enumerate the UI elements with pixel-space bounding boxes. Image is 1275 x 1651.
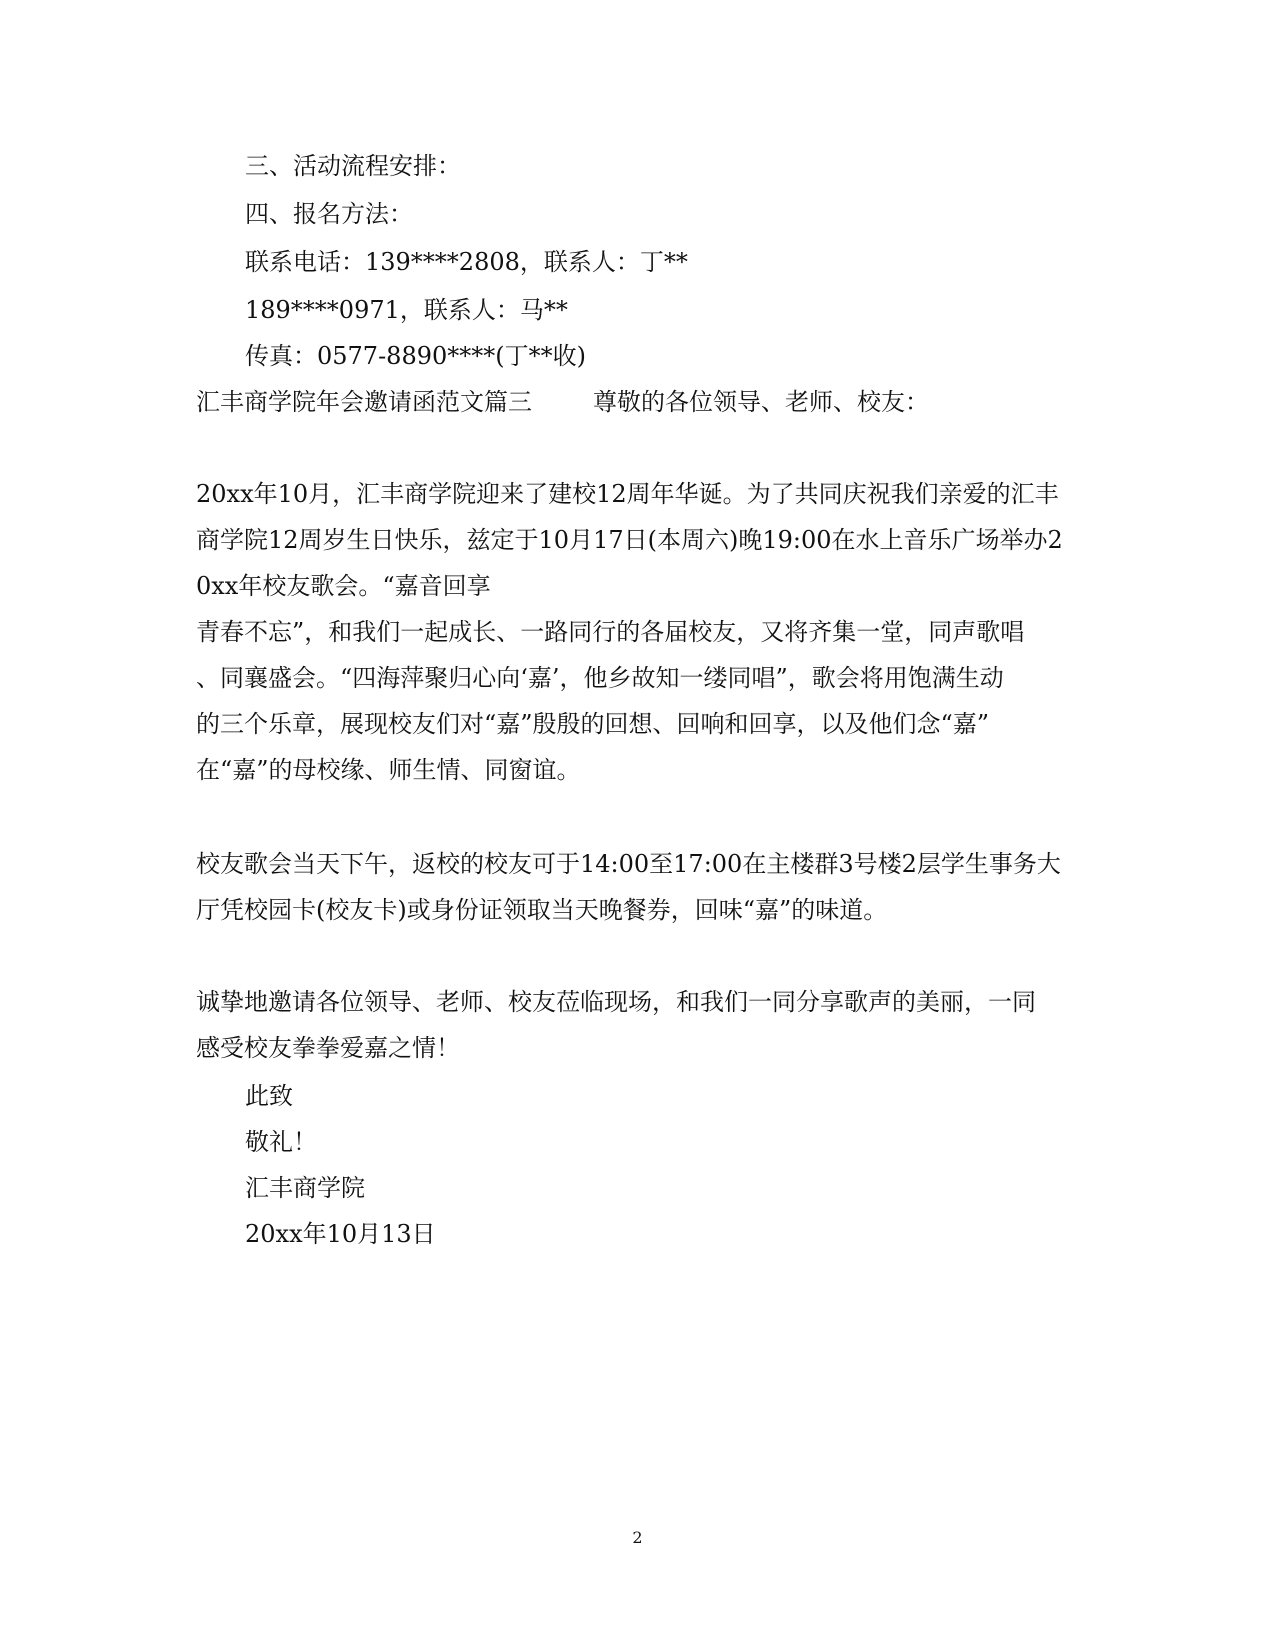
closing-line: 此致 <box>245 1082 293 1110</box>
paragraph-line: 的三个乐章，展现校友们对“嘉”殷殷的回想、回响和回享，以及他们念“嘉” <box>196 710 990 738</box>
section-heading-3: 三、活动流程安排： <box>245 152 461 180</box>
paragraph-line: 、同襄盛会。“四海萍聚归心向‘嘉’，他乡故知一缕同唱”，歌会将用饱满生动 <box>196 664 1004 692</box>
paragraph-line: 商学院12周岁生日快乐，兹定于10月17日(本周六)晚19:00在水上音乐广场举办2 <box>196 526 1063 554</box>
paragraph-line: 校友歌会当天下午，返校的校友可于14:00至17:00在主楼群3号楼2层学生事务大 <box>196 850 1061 878</box>
paragraph-line: 在“嘉”的母校缘、师生情、同窗谊。 <box>196 756 581 784</box>
section-heading-4: 四、报名方法： <box>245 200 413 228</box>
paragraph-line: 0xx年校友歌会。“嘉音回享 <box>196 572 491 600</box>
date-line: 20xx年10月13日 <box>245 1220 436 1248</box>
fax-line: 传真：0577-8890****(丁**收) <box>245 342 586 370</box>
paragraph-line: 感受校友拳拳爱嘉之情！ <box>196 1034 460 1062</box>
paragraph-line: 20xx年10月，汇丰商学院迎来了建校12周年华诞。为了共同庆祝我们亲爱的汇丰 <box>196 480 1059 508</box>
paragraph-line: 诚挚地邀请各位领导、老师、校友莅临现场，和我们一同分享歌声的美丽，一同 <box>196 988 1036 1016</box>
paragraph-line: 厅凭校园卡(校友卡)或身份证领取当天晚餐券，回味“嘉”的味道。 <box>196 896 888 924</box>
signature-line: 汇丰商学院 <box>245 1174 365 1202</box>
salute-line: 敬礼！ <box>245 1128 317 1156</box>
contact-line-2: 189****0971，联系人：马** <box>245 296 568 324</box>
article-title-line: 汇丰商学院年会邀请函范文篇三 尊敬的各位领导、老师、校友： <box>196 388 930 416</box>
paragraph-line: 青春不忘”，和我们一起成长、一路同行的各届校友，又将齐集一堂，同声歌唱 <box>196 618 1025 646</box>
contact-line-1: 联系电话：139****2808，联系人：丁** <box>245 248 688 276</box>
page-number: 2 <box>632 1528 643 1547</box>
